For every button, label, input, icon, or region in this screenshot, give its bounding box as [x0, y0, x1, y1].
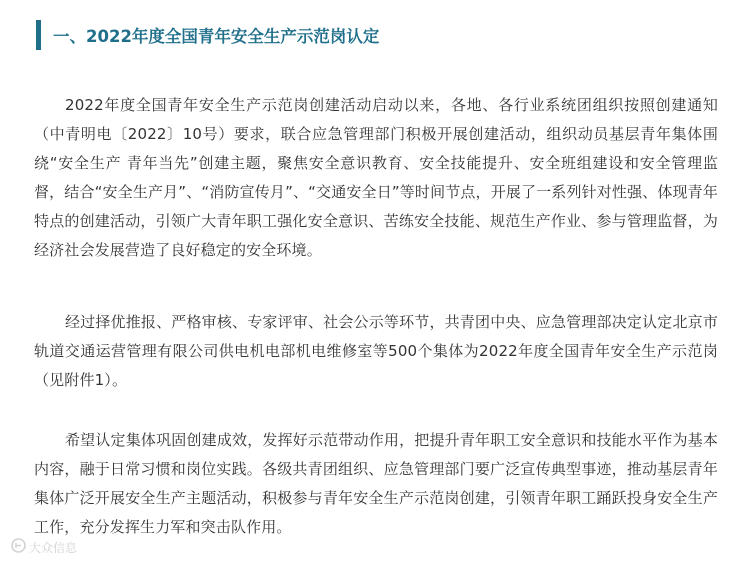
- watermark: [10, 537, 77, 557]
- paragraph-expectation: 希望认定集体巩固创建成效，发挥好示范带动作用，把提升青年职工安全意识和技能水平作为基本内容，融于日常习惯和岗位实践。各级共青团组织、应急管理部门要广泛宣传典型事迹，推动基层青年集体广泛开展安全生产主题活动，积极参与青年安全生产示范岗创建，引领青年职工踊跃投身安全生产工作，充分发挥生力军和突击队作用。: [34, 431, 718, 536]
- section-heading: [36, 20, 379, 50]
- section-title: 一、2022年度全国青年安全生产示范岗认定: [53, 27, 380, 46]
- paragraph-intro: 2022年度全国青年安全生产示范岗创建活动启动以来，各地、各行业系统团组织按照创建通知（中青明电〔2022〕10号）要求，联合应急管理部门积极开展创建活动，组织动员基层青年集体围绕“安全生产 青年当先”创建主题，聚焦安全意识教育、安全技能提升、安全班组建设和安全管理监督，结合“安全生产月”、“消防宣传月”、“交通安全日”等时间节点，开展了一系列针对性强、体现青年特点的创建活动，引领广大青年职工强化安全意识、苦练安全技能、规范生产作业、参与管理监督，为经济社会发展营造了良好稳定的安全环境。: [34, 96, 718, 259]
- paragraph-decision: 经过择优推报、严格审核、专家评审、社会公示等环节，共青团中央、应急管理部决定认定北京市轨道交通运营管理有限公司供电机电部机电维修室等500个集体为2022年度全国青年安全生产示范岗（见附件1）。: [34, 313, 718, 389]
- watermark-logo-icon: [10, 537, 29, 557]
- heading-accent-bar: [36, 20, 41, 50]
- watermark-text: 大众信息: [29, 540, 78, 555]
